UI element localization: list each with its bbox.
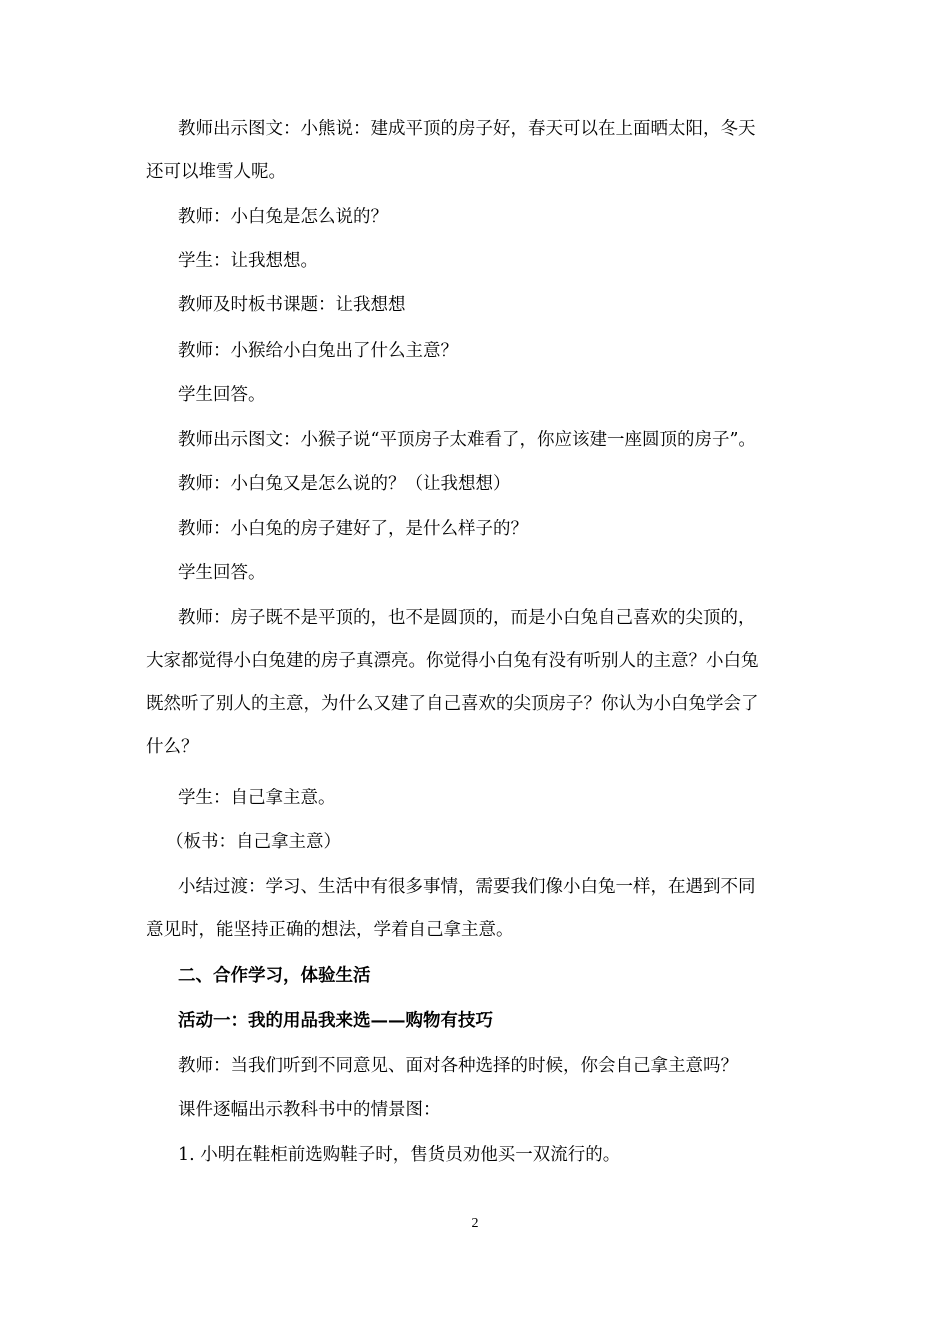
text-line: （板书：自己拿主意） [166,832,341,852]
paragraph-student-reply-2 [146,562,810,584]
paragraph-teacher-house [146,518,810,540]
text-line: 教师：小白兔的房子建好了，是什么样子的？ [178,519,528,539]
paragraph-student-decide [146,787,810,809]
text-line: 学生：让我想想。 [178,251,318,271]
text-line: 还可以堆雪人呢。 [146,162,286,182]
text-line: 教师：房子既不是平顶的，也不是圆顶的，而是小白兔自己喜欢的尖顶的， [178,608,756,628]
paragraph-summary [146,876,810,941]
paragraph-teacher-choice [146,1055,810,1077]
paragraph-board-note [146,831,810,853]
text-line: 学生：自己拿主意。 [178,788,336,808]
text-line: 1. 小明在鞋柜前选购鞋子时，售货员劝他买一双流行的。 [178,1145,621,1165]
text-line: 既然听了别人的主意，为什么又建了自己喜欢的尖顶房子？你认为小白兔学会了 [146,694,759,714]
paragraph-teacher-discussion [146,607,810,758]
text-line: 教师：小白兔又是怎么说的？（让我想想） [178,474,511,494]
paragraph-student-answer [146,250,810,272]
paragraph-bear-image [146,118,810,183]
activity-heading [146,1010,810,1032]
paragraph-board-title [146,294,810,316]
text-line: 小结过渡：学习、生活中有很多事情，需要我们像小白兔一样，在遇到不同 [178,877,756,897]
text-line: 课件逐幅出示教科书中的情景图： [178,1100,441,1120]
text-line: 学生回答。 [178,385,266,405]
paragraph-student-reply [146,384,810,406]
paragraph-teacher-monkey [146,340,810,362]
text-line: 教师：小白兔是怎么说的？ [178,207,388,227]
text-line: 学生回答。 [178,563,266,583]
text-line: 二、合作学习，体验生活 [178,966,371,986]
section-heading [146,965,810,987]
text-line: 什么？ [146,737,199,757]
page-number: 2 [471,1216,479,1231]
text-line: 教师及时板书课题：让我想想 [178,295,406,315]
text-line: 教师出示图文：小猴子说“平顶房子太难看了，你应该建一座圆顶的房子”。 [178,430,756,450]
text-line: 活动一：我的用品我来选——购物有技巧 [178,1011,493,1031]
text-line: 教师：小猴给小白兔出了什么主意？ [178,341,458,361]
text-line: 大家都觉得小白兔建的房子真漂亮。你觉得小白兔有没有听别人的主意？小白兔 [146,651,759,671]
text-line: 意见时，能坚持正确的想法，学着自己拿主意。 [146,920,514,940]
text-line: 教师：当我们听到不同意见、面对各种选择的时候，你会自己拿主意吗？ [178,1056,738,1076]
paragraph-monkey-image [146,429,810,451]
paragraph-teacher-rabbit [146,473,810,495]
text-line: 教师出示图文：小熊说：建成平顶的房子好，春天可以在上面晒太阳，冬天 [178,119,756,139]
paragraph-courseware [146,1099,810,1121]
paragraph-teacher-question [146,206,810,228]
paragraph-scenario-1 [146,1144,810,1166]
